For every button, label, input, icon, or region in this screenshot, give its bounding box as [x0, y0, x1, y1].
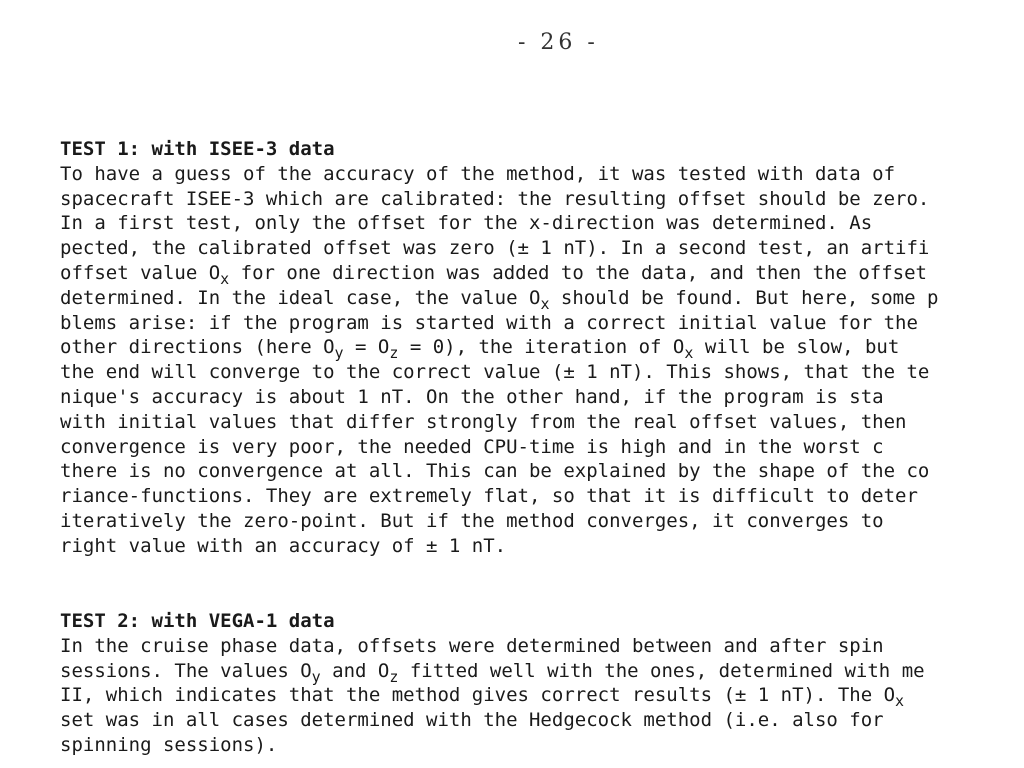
line5-text-b: for one direction was added to the data, and then the offset — [229, 261, 927, 284]
test1-line-12: convergence is very poor, the needed CPU-time is high and in the worst c — [60, 435, 884, 458]
test1-line-7: blems arise: if the program is started with a correct initial value for the — [60, 311, 918, 334]
test1-heading: TEST 1: with ISEE-3 data — [60, 138, 335, 160]
t2-line2-subscript-1: y — [311, 667, 321, 686]
test2-line-3 — [60, 683, 1024, 711]
line8-subscript-2: z — [389, 344, 399, 363]
page-number: - 26 - — [518, 30, 599, 55]
test2-heading: TEST 2: with VEGA-1 data — [60, 610, 335, 632]
test1-line-8 — [60, 335, 1024, 363]
test1-section — [60, 137, 1024, 559]
line5-subscript: x — [220, 269, 230, 288]
test1-line-4: pected, the calibrated offset was zero (± 1 nT). In a second test, an artifi — [60, 237, 930, 260]
line6-text-b: should be found. But here, some p — [549, 286, 939, 309]
test1-line-14: riance-functions. They are extremely flat, so that it is difficult to deter — [60, 485, 918, 508]
line6-text-a: determined. In the ideal case, the value O — [60, 286, 541, 309]
t2-line2-subscript-2: z — [389, 667, 399, 686]
t2-line2-text-a: sessions. The values O — [60, 659, 312, 682]
test1-line-13: there is no convergence at all. This can be explained by the shape of the co — [60, 460, 930, 483]
test2-line-1: In the cruise phase data, offsets were determined between and after spin — [60, 634, 884, 657]
test1-line-15: iteratively the zero-point. But if the method converges, it converges to — [60, 509, 884, 532]
line8-text-a: other directions (here O — [60, 336, 335, 359]
test1-line-11: with initial values that differ strongly from the real offset values, then — [60, 410, 907, 433]
test2-line-4: set was in all cases determined with the Hedgecock method (i.e. also for — [60, 709, 884, 732]
test1-line-16: right value with an accuracy of ± 1 nT. — [60, 534, 507, 557]
t2-line3-subscript: x — [895, 692, 905, 711]
t2-line3-text-a: II, which indicates that the method gives correct results (± 1 nT). The O — [60, 684, 896, 707]
test2-line-5: spinning sessions). — [60, 733, 278, 756]
line8-subscript-3: x — [684, 344, 694, 363]
test1-line-5 — [60, 261, 1024, 286]
line5-text-a: offset value O — [60, 261, 221, 284]
line8-text-c: = 0), the iteration of O — [398, 336, 685, 359]
t2-line2-text-c: fitted well with the ones, determined with me — [398, 659, 925, 682]
test1-line-6 — [60, 286, 1024, 311]
t2-line2-text-b: and O — [320, 659, 390, 682]
line8-subscript-1: y — [334, 344, 344, 363]
test1-line-10: nique's accuracy is about 1 nT. On the other hand, if the program is sta — [60, 385, 884, 408]
line6-subscript: x — [540, 294, 550, 313]
test1-line-2: spacecraft ISEE-3 which are calibrated: the resulting offset should be zero. — [60, 187, 930, 210]
line8-text-d: will be slow, but — [693, 336, 900, 359]
test1-line-1: To have a guess of the accuracy of the method, it was tested with data of — [60, 162, 896, 185]
test1-line-9: the end will converge to the correct value (± 1 nT). This shows, that the te — [60, 361, 930, 384]
test2-section — [60, 609, 1024, 758]
test1-line-3: In a first test, only the offset for the x-direction was determined. As — [60, 212, 873, 235]
test2-line-2 — [60, 659, 1024, 684]
line8-text-b: = O — [343, 336, 390, 359]
